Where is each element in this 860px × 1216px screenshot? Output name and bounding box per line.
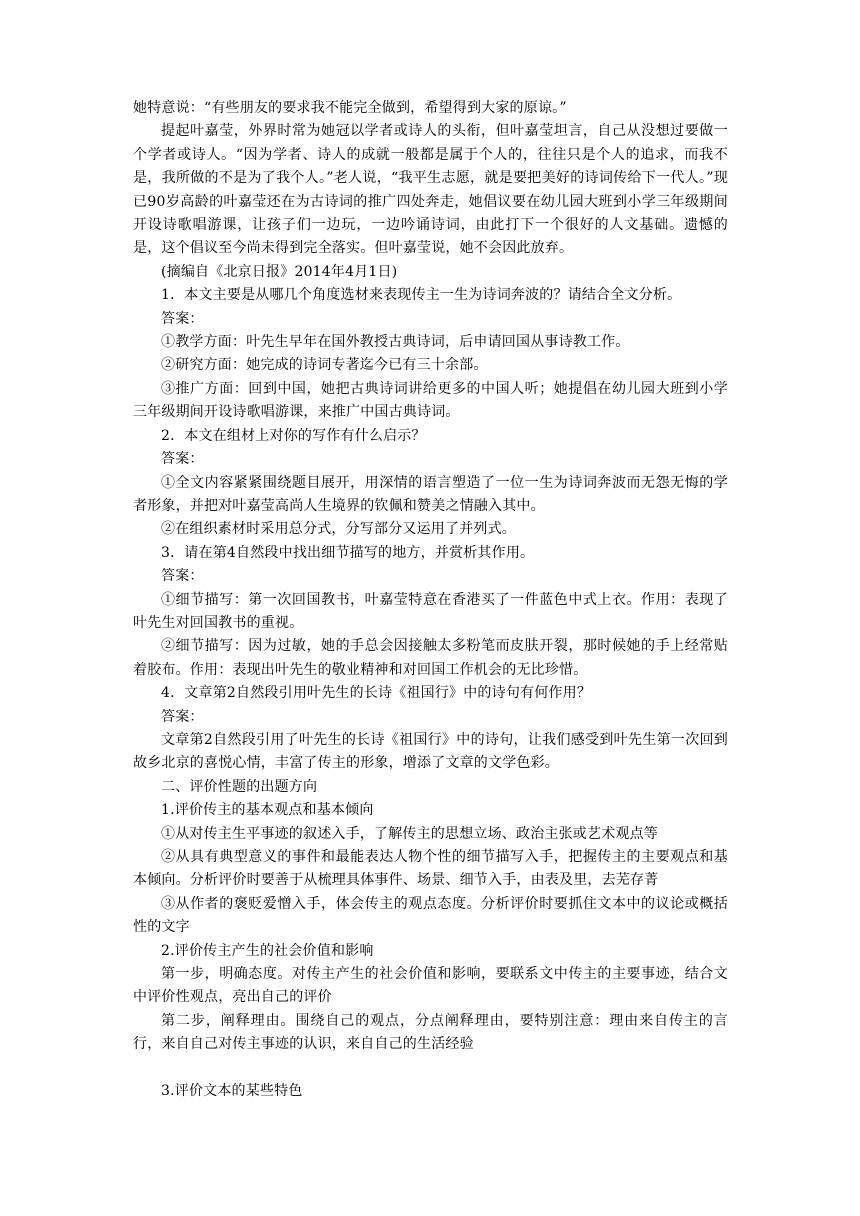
answer-label: 答案： (161, 708, 204, 725)
source-citation: (摘编自《北京日报》2014年4月1日) (161, 263, 398, 280)
answer-item: ①教学方面：叶先生早年在国外教授古典诗词，后申请回国从事诗教工作。 (161, 334, 630, 351)
step-paragraph: 第二步，阐释理由。围绕自己的观点，分点阐释理由，要特别注意：理由来自传主的言行，来自自己对传主事迹的认识，来自自己的生活经验 (133, 1012, 728, 1053)
list-item: ②从具有典型意义的事件和最能表达人物个性的细节描写入手，把握传主的主要观点和基本倾向。分析评价时要善于从梳理具体事件、场景、细节入手，由表及里，去芜存菁 (133, 849, 728, 889)
question-3: 3．请在第4自然段中找出细节描写的地方，并赏析其作用。 (161, 544, 535, 561)
question-4: 4．文章第2自然段引用叶先生的长诗《祖国行》中的诗句有何作用？ (161, 685, 592, 702)
answer-item: ②在组织素材时采用总分式，分写部分又运用了并列式。 (161, 521, 516, 538)
question-1: 1．本文主要是从哪几个角度选材来表现传主一生为诗词奔波的？请结合全文分析。 (161, 287, 682, 304)
answer-label: 答案： (161, 568, 204, 585)
section-heading: 二、评价性题的出题方向 (161, 778, 318, 795)
subsection-heading: 3.评价文本的某些特色 (161, 1083, 303, 1100)
answer-item: ①细节描写：第一次回国教书，叶嘉莹特意在香港买了一件蓝色中式上衣。作用：表现了叶先生对回国教书的重视。 (133, 591, 728, 631)
answer-label: 答案： (161, 310, 204, 327)
paragraph: 她特意说：“有些朋友的要求我不能完全做到，希望得到大家的原谅。” (133, 100, 567, 116)
answer-item: 文章第2自然段引用了叶先生的长诗《祖国行》中的诗句，让我们感受到叶先生第一次回到故乡北京的喜悦心情，丰富了传主的形象，增添了文章的文学色彩。 (133, 731, 728, 772)
answer-item: ②研究方面：她完成的诗词专著迄今已有三十余部。 (161, 357, 488, 374)
step-paragraph: 第一步，明确态度。对传主产生的社会价值和影响，要联系文中传主的主要事迹，结合文中评价性观点，亮出自己的评价 (133, 966, 728, 1006)
paragraph: 提起叶嘉莹，外界时常为她冠以学者或诗人的头衔，但叶嘉莹坦言，自己从没想过要做一个学者或诗人。“因为学者、诗人的成就一般都是属于个人的，往往只是个人的追求，而我不是，我所做的不是为了我个人。”老人说，“我平生志愿，就是要把美好的诗词传给下一代人。”现已90岁高龄的叶嘉莹还在为古诗词的推广四处奔走，她倡议要在幼儿园大班到小学三年级期间开设诗歌唱游课，让孩子们一边玩，一边吟诵诗词，由此打下一个很好的人文基础。遗憾的是，这个倡议至今尚未得到完全落实。但叶嘉莹说，她不会因此放弃。 (133, 123, 728, 257)
subsection-heading: 2.评价传主产生的社会价值和影响 (161, 942, 374, 959)
answer-item: ①全文内容紧紧围绕题目展开，用深情的语言塑造了一位一生为诗词奔波而无怨无悔的学者形象，并把对叶嘉莹高尚人生境界的钦佩和赞美之情融入其中。 (133, 474, 728, 514)
question-2: 2．本文在组材上对你的写作有什么启示？ (161, 427, 426, 444)
answer-label: 答案： (161, 451, 204, 468)
list-item: ①从对传主生平事迹的叙述入手，了解传主的思想立场、政治主张或艺术观点等 (161, 825, 658, 842)
answer-item: ③推广方面：回到中国，她把古典诗词讲给更多的中国人听；她提倡在幼儿园大班到小学三年级期间开设诗歌唱游课，来推广中国古典诗词。 (133, 380, 728, 421)
blank-line (133, 1057, 728, 1080)
answer-item: ②细节描写：因为过敏，她的手总会因接触太多粉笔而皮肤开裂，那时候她的手上经常贴着胶布。作用：表现出叶先生的敬业精神和对回国工作机会的无比珍惜。 (133, 638, 728, 678)
subsection-heading: 1.评价传主的基本观点和基本倾向 (161, 802, 374, 819)
document-body (133, 97, 728, 1103)
list-item: ③从作者的褒贬爱憎入手，体会传主的观点态度。分析评价时要抓住文本中的议论或概括性的文字 (133, 895, 728, 936)
